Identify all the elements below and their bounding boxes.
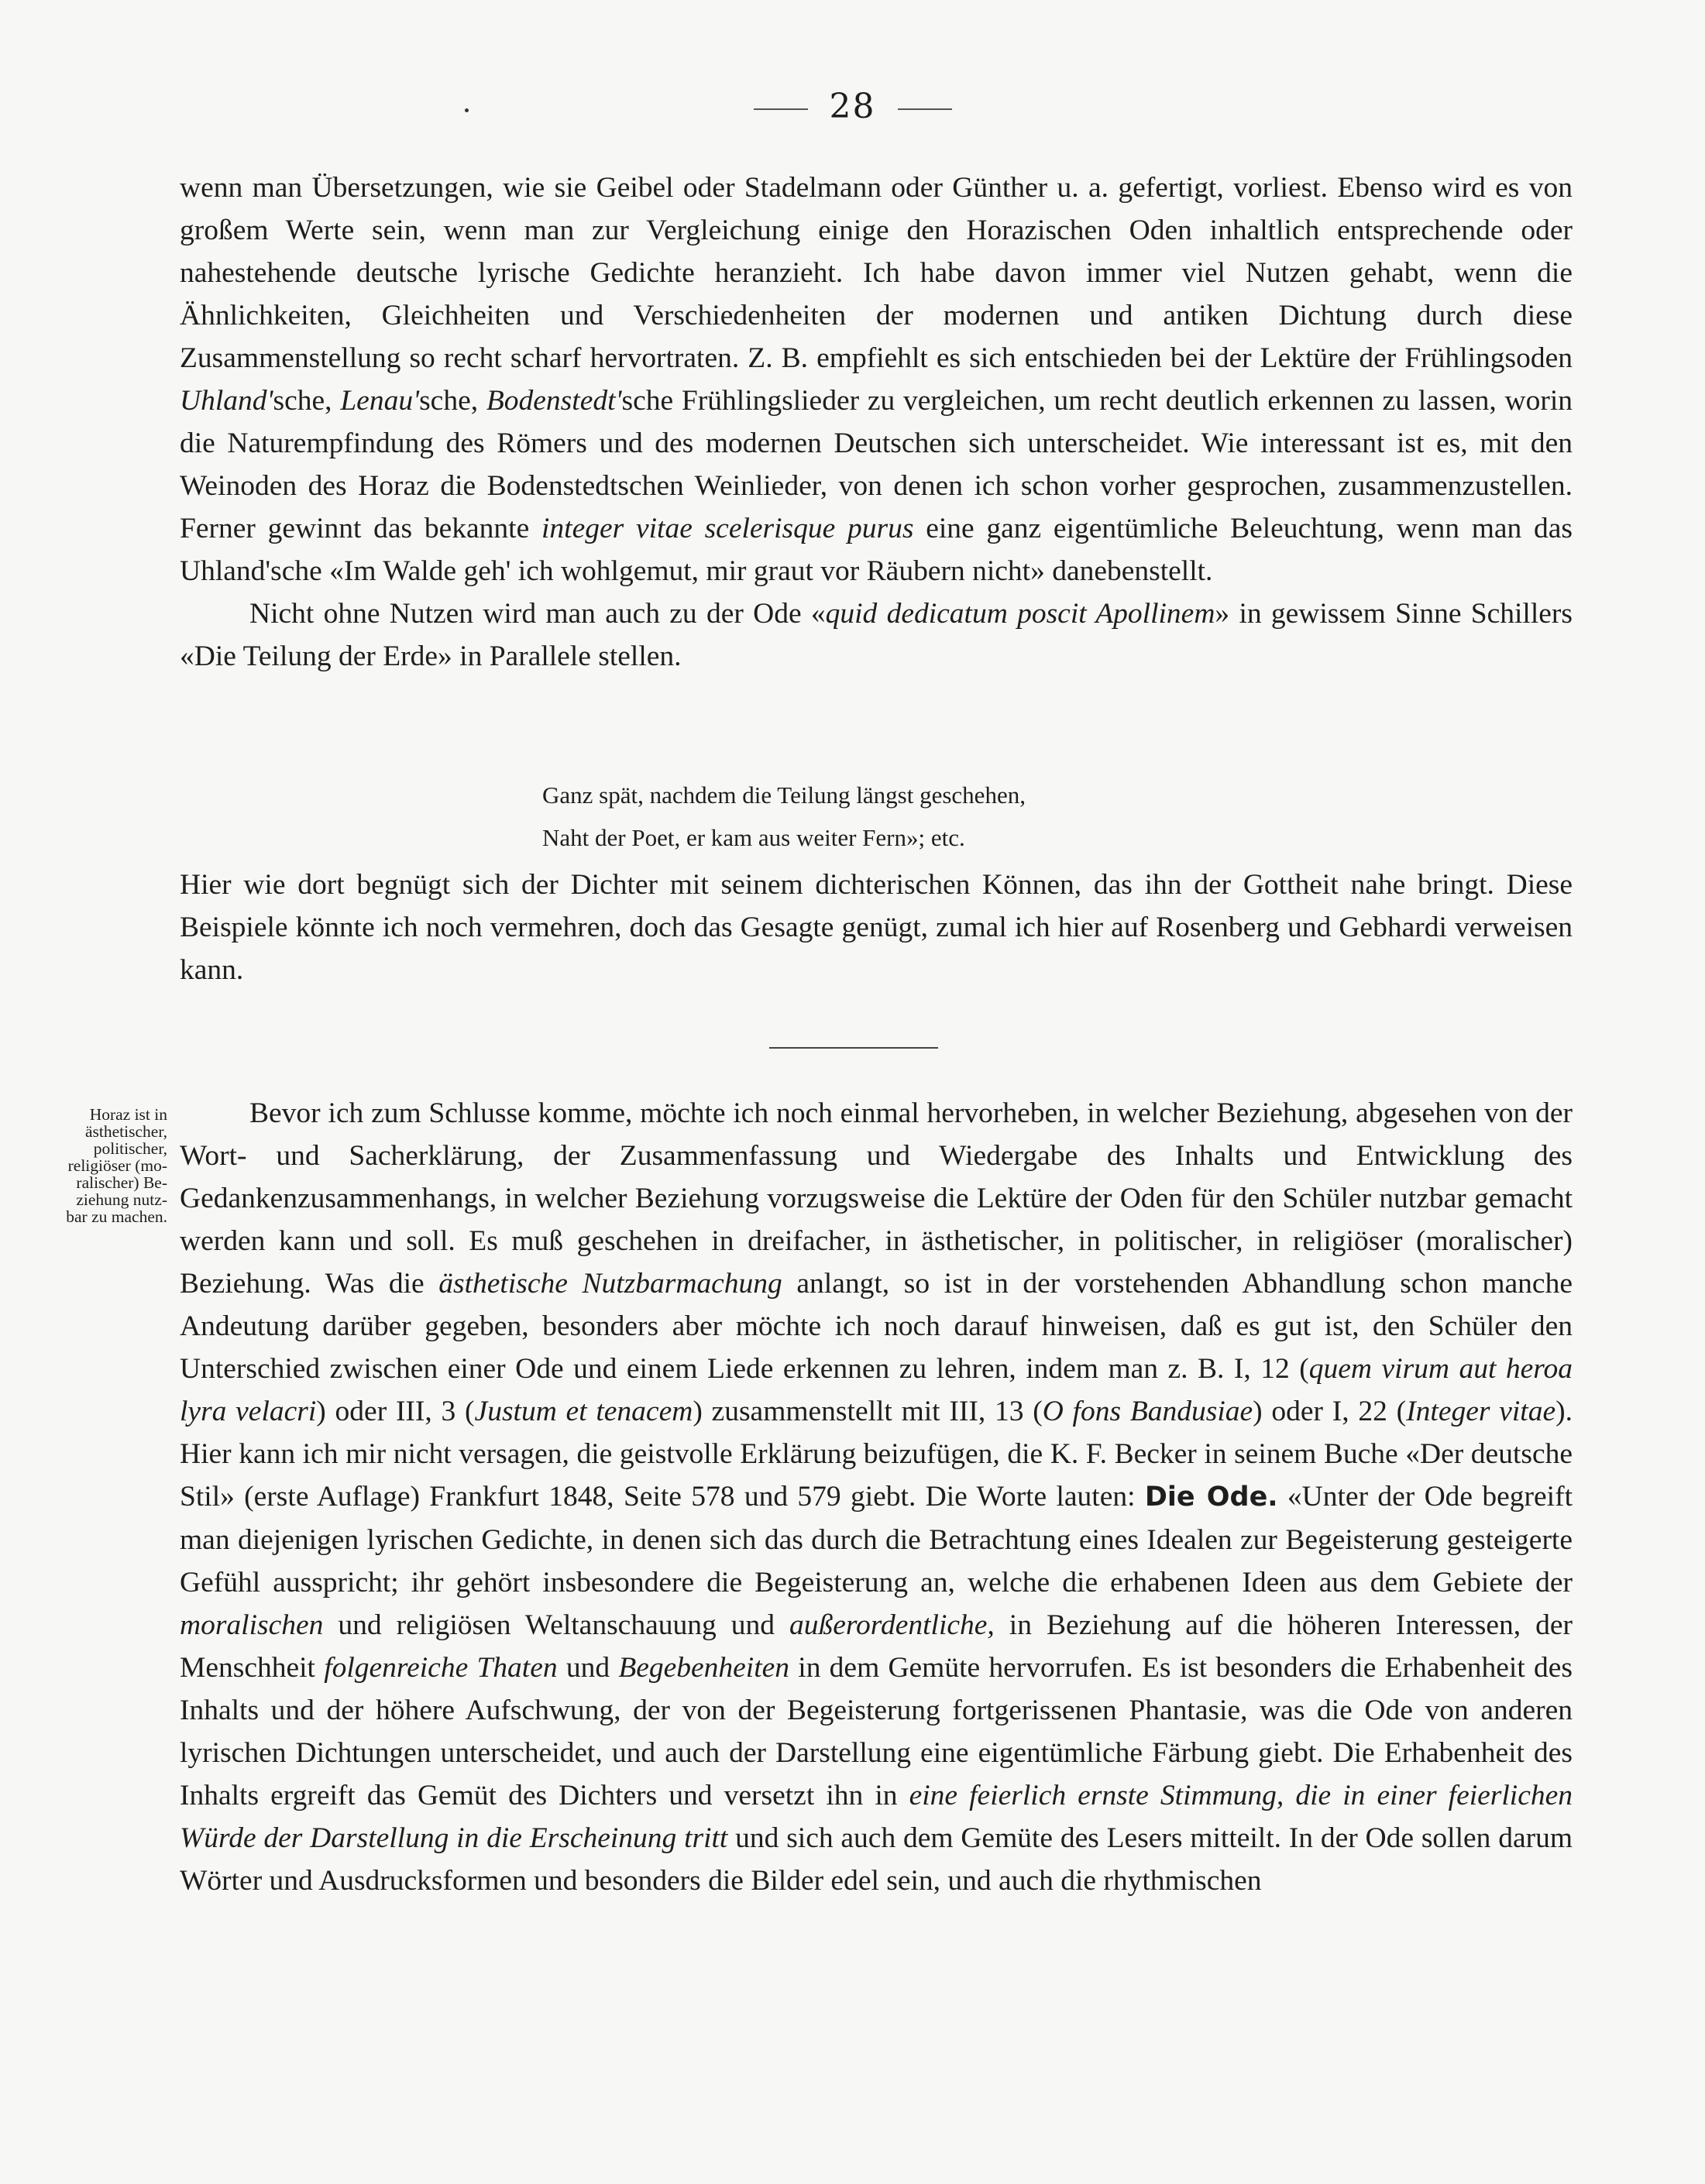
page-number: 28: [829, 87, 876, 126]
paragraph-3: Hier wie dort begnügt sich der Dichter mit seinem dichterischen Können, das ihn der Gottheit nahe bringt. Diese Beispiele könnte ich noch vermehren, doch das Gesagte genügt, zumal ich hier auf Rosenberg und Gebhardi verweisen kann.: [180, 869, 1573, 986]
header-rule-right: [898, 108, 952, 110]
body-text-top: [180, 167, 1573, 678]
quote-line: Ganz spät, nachdem die Teilung längst geschehen,: [542, 781, 1026, 809]
body-text-middle: [180, 864, 1573, 991]
body-text-bottom: [180, 1092, 1573, 1902]
page-number-header: [0, 87, 1705, 126]
header-rule-left: [754, 108, 808, 110]
margin-note: Horaz ist in ästhetischer, politischer, religiöser (mo- ralischer) Be- ziehung nutz- bar zu machen.: [66, 1105, 167, 1226]
paragraph-4: Bevor ich zum Schlusse komme, möchte ich noch einmal hervorheben, in welcher Beziehung, abgesehen von der Wort- und Sacherklärung, der Zusammenfassung und Wiedergabe des Inhalts und Entwicklung des Gedankenzusammenhangs, in welcher Beziehung vorzugsweise die Lektüre der Oden für den Schüler nutzbar gemacht werden kann und soll. Es muß geschehen in dreifacher, in ästhetischer, in politischer, in religiöser (moralischer) Beziehung. Was die ästhetische Nutzbarmachung anlangt, so ist in der vorstehenden Abhandlung schon manche Andeutung darüber gegeben, besonders aber möchte ich noch darauf hinweisen, daß es gut ist, den Schüler den Unterschied zwischen einer Ode und einem Liede erkennen zu lehren, indem man z. B. I, 12 (quem virum aut heroa lyra velacri) oder III, 3 (Justum et tenacem) zusammenstellt mit III, 13 (O fons Bandusiae) oder I, 22 (Integer vitae). Hier kann ich mir nicht versagen, die geistvolle Erklärung beizufügen, die K. F. Becker in seinem Buche «Der deutsche Stil» (erste Auflage) Frankfurt 1848, Seite 578 und 579 giebt. Die Worte lauten: Die Ode. «Unter der Ode begreift man diejenigen lyrischen Gedichte, in denen sich das durch die Betrachtung eines Idealen zur Begeisterung gesteigerte Gefühl ausspricht; ihr gehört insbesondere die Begeisterung an, welche die erhabenen Ideen aus dem Gebiete der moralischen und religiösen Weltanschauung und außerordentliche, in Beziehung auf die höheren Interessen, der Menschheit folgenreiche Thaten und Begebenheiten in dem Gemüte hervorrufen. Es ist besonders die Erhabenheit des Inhalts und der höhere Aufschwung, der von der Begeisterung fortgerissenen Phantasie, was die Ode von anderen lyrischen Dichtungen unterscheidet, und auch der Darstellung eine eigentümliche Färbung giebt. Die Erhabenheit des Inhalts ergreift das Gemüt des Dichters und versetzt ihn in eine feierlich ernste Stimmung, die in einer feierlichen Würde der Darstellung in die Erscheinung tritt und sich auch dem Gemüte des Lesers mitteilt. In der Ode sollen darum Wörter und Ausdrucksformen und besonders die Bilder edel sein, und auch die rhythmischen: [180, 1097, 1573, 1897]
paragraph-1: wenn man Übersetzungen, wie sie Geibel oder Stadelmann oder Günther u. a. gefertigt, vorliest. Ebenso wird es von großem Werte sein, wenn man zur Vergleichung einige den Horazischen Oden inhaltlich entsprechende oder nahestehende deutsche lyrische Gedichte heranzieht. Ich habe davon immer viel Nutzen gehabt, wenn die Ähnlichkeiten, Gleichheiten und Verschiedenheiten der modernen und antiken Dichtung durch diese Zusammenstellung so recht scharf hervortraten. Z. B. empfiehlt es sich entschieden bei der Lektüre der Frühlingsoden Uhland'sche, Lenau'sche, Bodenstedt'sche Frühlingslieder zu vergleichen, um recht deutlich erkennen zu lassen, worin die Naturempfindung des Römers und des modernen Deutschen sich unterscheidet. Wie interessant ist es, mit den Weinoden des Horaz die Bodenstedtschen Weinlieder, von denen ich schon vorher gesprochen, zusammenzustellen. Ferner gewinnt das bekannte integer vitae scelerisque purus eine ganz eigentümliche Beleuchtung, wenn man das Uhland'sche «Im Walde geh' ich wohlgemut, mir graut vor Räubern nicht» danebenstellt.: [180, 172, 1573, 587]
schiller-quote: [542, 774, 1549, 859]
die-ode-heading: Die Ode.: [1144, 1482, 1278, 1513]
section-divider: [769, 1047, 938, 1049]
paragraph-2: Nicht ohne Nutzen wird man auch zu der Ode «quid dedicatum poscit Apollinem» in gewissem Sinne Schillers «Die Teilung der Erde» in Parallele stellen.: [180, 598, 1573, 672]
speck-dot: [465, 108, 469, 112]
quote-line: Naht der Poet, er kam aus weiter Fern»; etc.: [542, 824, 965, 851]
